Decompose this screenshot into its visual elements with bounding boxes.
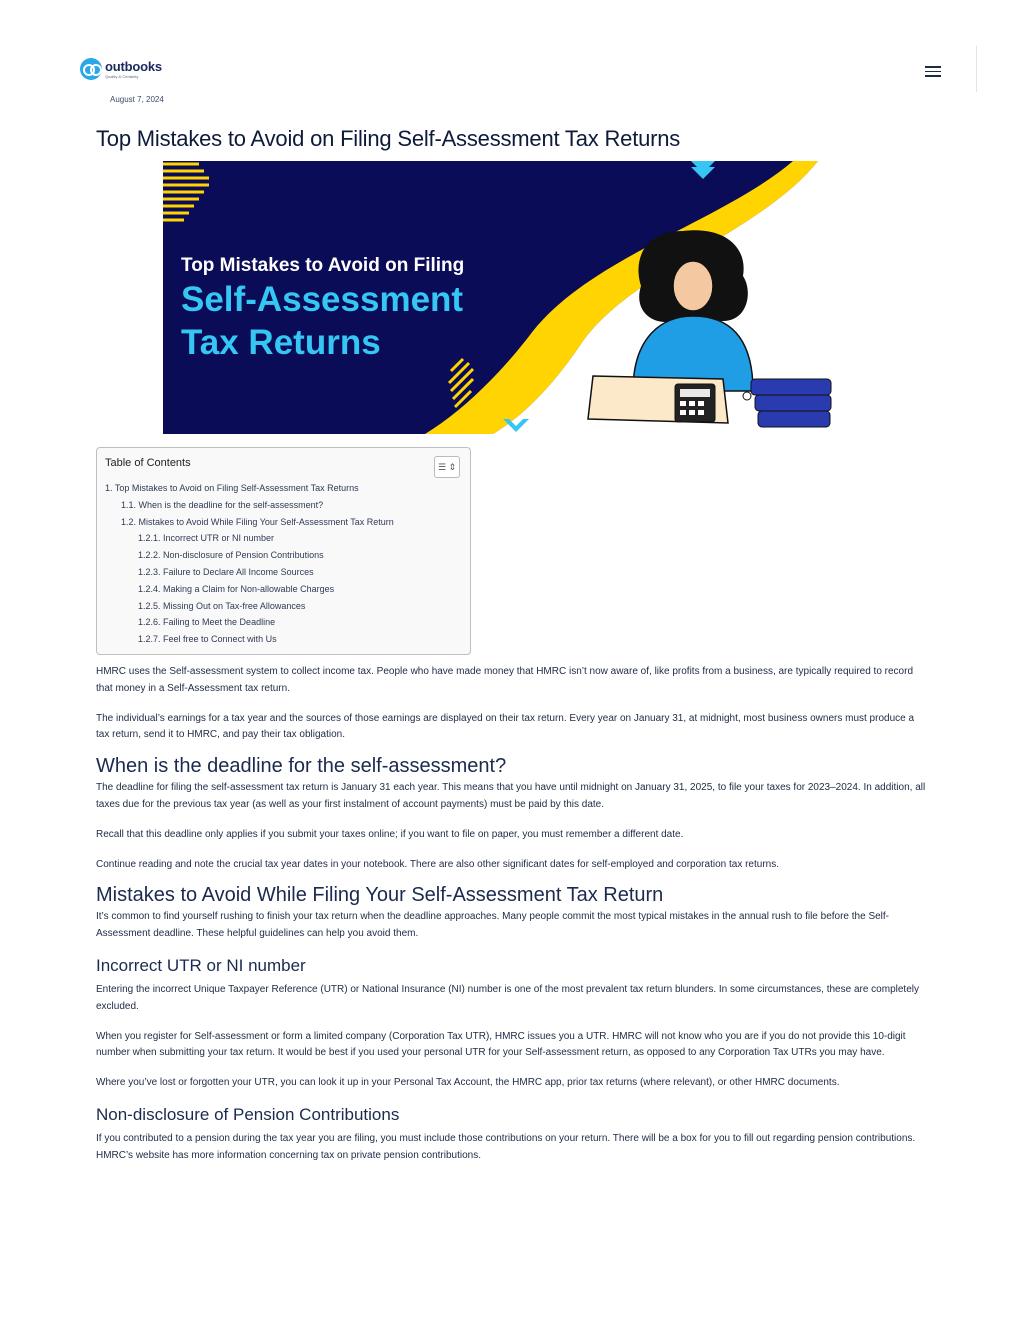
page-title: Top Mistakes to Avoid on Filing Self-Assessment Tax Returns (96, 126, 681, 151)
list-toggle-icon[interactable]: ☰ ⇕ (434, 456, 460, 478)
site-header (0, 0, 1024, 92)
logo-wordmark: outbooks (105, 58, 162, 74)
paragraph: It’s common to find yourself rushing to finish your tax return when the deadline approaches. Many people commit the most typical mistakes in the annual rush to file before the Self-Assessment deadline. These helpful guidelines can help you avoid them. (96, 911, 890, 940)
paragraph: Where you’ve lost or forgotten your UTR, you can look it up in your Personal Tax Account, the HMRC app, prior tax returns (where relevant), or other HMRC documents. (96, 1077, 840, 1089)
paragraph: The deadline for filing the self-assessment tax return is January 31 each year. This means that you have until midnight on January 31, 2025, to file your taxes for 2023–2024. In addition, all taxes due for the previous tax year (as well as your first instalment of account payments) must be paid by this date. (96, 782, 926, 810)
toc-item[interactable]: 1.2.4. Making a Claim for Non-allowable Charges (138, 583, 335, 594)
toc-item[interactable]: 1. Top Mistakes to Avoid on Filing Self-Assessment Tax Returns (105, 483, 359, 493)
logo-tagline: Quality & Certainty (105, 73, 139, 79)
paragraph: The individual’s earnings for a tax year and the sources of those earnings are displayed on their tax return. Every year on January 31, at midnight, most business owners must produce a tax return, send it to HMRC, and pay their tax obligation. (96, 712, 915, 741)
paragraph: When you register for Self-assessment or form a limited company (Corporation Tax UTR), HMRC issues you a UTR. HMRC will not know who you are if you do not provide this 10-digit number when submitting your tax return. It would be best if you used your personal UTR for your Self-assessment return, as opposed to any Corporation Tax UTRs you may have. (96, 1030, 906, 1059)
toc-item[interactable]: 1.2.5. Missing Out on Tax-free Allowances (138, 600, 306, 611)
paragraph: Recall that this deadline only applies if you submit your taxes online; if you want to file on paper, you must remember a different date. (96, 828, 684, 840)
subsection-heading-utr: Incorrect UTR or NI number (96, 955, 306, 975)
paragraph: If you contributed to a pension during the tax year you are filing, you must include those contributions on your return. There will be a box for you to fill out regarding pension contributions. HMRC’s website has more information concerning tax on private pension contributions. (96, 1132, 916, 1161)
toc-item[interactable]: 1.2.1. Incorrect UTR or NI number (138, 533, 275, 544)
toc-item[interactable]: 1.2.3. Failure to Declare All Income Sources (138, 566, 314, 577)
toc-item[interactable]: 1.2. Mistakes to Avoid While Filing Your Self-Assessment Tax Return (121, 516, 394, 527)
toc-item[interactable]: 1.2.6. Failing to Meet the Deadline (138, 617, 276, 628)
paragraph: Entering the incorrect Unique Taxpayer Reference (UTR) or National Insurance (NI) number is one of the most prevalent tax return blunders. In some circumstances, these are completely excluded. (96, 983, 919, 1012)
section-heading-deadline: When is the deadline for the self-assessment? (96, 755, 507, 778)
subsection-heading-pension: Non-disclosure of Pension Contributions (96, 1104, 400, 1124)
toc-list (105, 480, 394, 648)
toc-item[interactable]: 1.2.2. Non-disclosure of Pension Contributions (138, 550, 324, 561)
hamburger-menu-icon[interactable] (925, 66, 941, 78)
header-divider (976, 46, 977, 92)
paragraph: HMRC uses the Self-assessment system to collect income tax. People who have made money that HMRC isn’t now aware of, like profits from a business, are typically required to record that money in a Self-Assessment tax return. (96, 666, 914, 694)
hero-line3: Tax Returns (181, 323, 381, 362)
toc-item[interactable]: 1.2.7. Feel free to Connect with Us (138, 634, 277, 645)
toc-item[interactable]: 1.1. When is the deadline for the self-assessment? (121, 499, 324, 510)
hero-line2: Self-Assessment (181, 280, 464, 319)
post-date: August 7, 2024 (110, 95, 164, 104)
section-heading-mistakes: Mistakes to Avoid While Filing Your Self-Assessment Tax Return (96, 884, 664, 907)
toc-title: Table of Contents (105, 457, 191, 469)
paragraph: Continue reading and note the crucial tax year dates in your notebook. There are also other significant dates for self-employed and corporation tax returns. (96, 858, 779, 870)
site-logo[interactable] (80, 58, 162, 80)
table-of-contents (96, 447, 471, 655)
logo-mark-icon (80, 58, 102, 80)
article-body (96, 664, 928, 1165)
featured-image (163, 161, 835, 434)
hero-line1: Top Mistakes to Avoid on Filing (181, 255, 465, 276)
